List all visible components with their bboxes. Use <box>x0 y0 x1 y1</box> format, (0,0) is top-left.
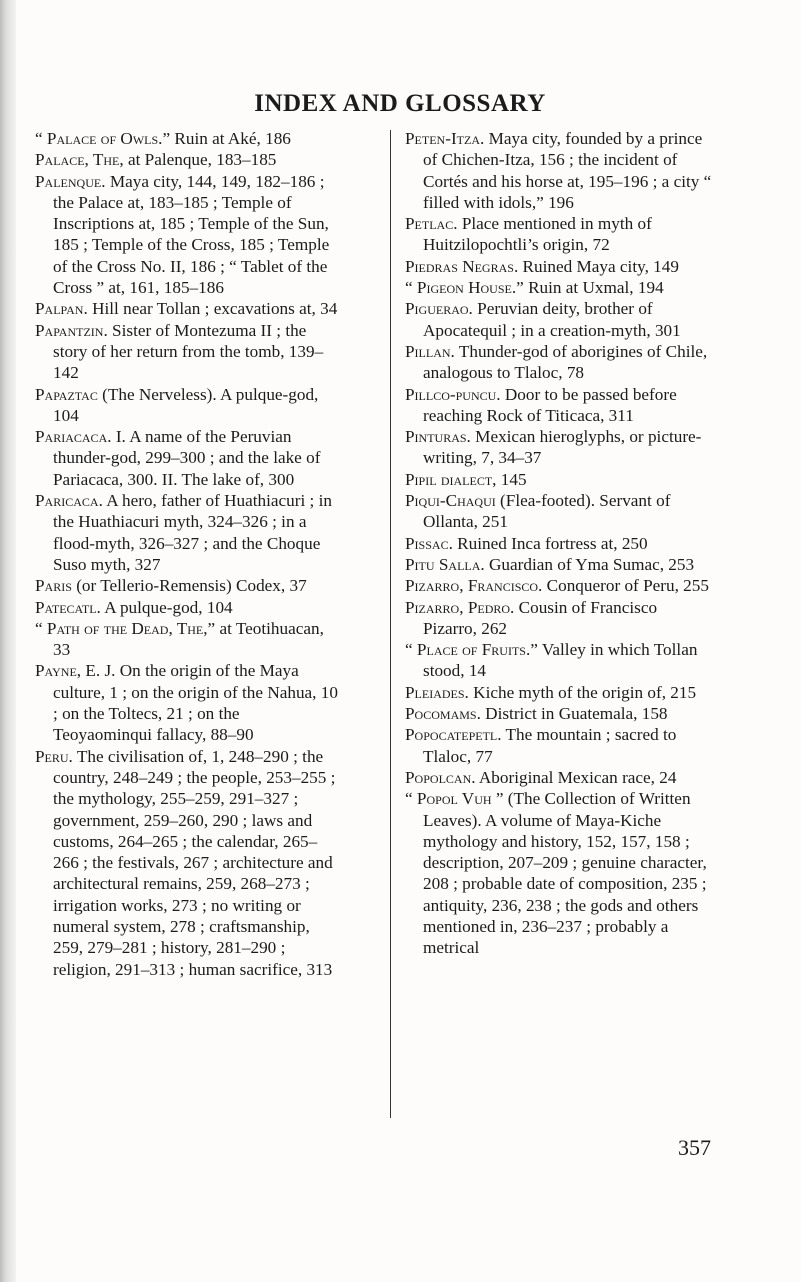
index-entry-text: Ruined Inca fortress at, 250 <box>452 533 648 553</box>
index-entry <box>405 724 712 767</box>
index-entry-text: Ruin at Aké, 186 <box>170 129 291 148</box>
index-entry-text: Conqueror of Peru, 255 <box>542 576 709 596</box>
index-entry-text: (The Nerveless). A pulque-god, 104 <box>53 384 319 425</box>
index-entry <box>405 767 712 788</box>
index-headword: “ Place of Fruits.” <box>405 640 538 660</box>
index-entry <box>405 490 712 533</box>
index-entry <box>405 597 712 640</box>
index-entry <box>35 490 342 575</box>
index-headword: Piguerao. <box>405 299 473 319</box>
index-entry <box>405 575 712 596</box>
index-entry <box>35 384 342 427</box>
index-entry-text: Door to be passed before reaching Rock of Titicaca, 311 <box>423 384 677 425</box>
index-entry-text: I. A name of the Peruvian thunder-god, 299–300 ; and the lake of Pariacaca, 300. II. The lake of, 300 <box>53 427 321 489</box>
index-column-right <box>405 128 712 959</box>
index-entry-text: Sister of Montezuma II ; the story of her return from the tomb, 139–142 <box>53 320 324 383</box>
index-entry-text: Guardian of Yma Sumac, 253 <box>484 554 695 574</box>
index-entry <box>35 320 342 384</box>
index-entry <box>35 128 342 149</box>
index-entry <box>405 554 712 575</box>
index-headword: “ Popol Vuh ” <box>405 789 504 809</box>
index-entry-text: 145 <box>496 469 527 489</box>
index-entry <box>405 469 712 490</box>
book-gutter-shadow <box>0 0 16 1282</box>
index-entry <box>405 533 712 554</box>
index-headword: Pizarro, Francisco. <box>405 576 543 596</box>
index-entry <box>405 426 712 469</box>
index-entry <box>35 426 342 490</box>
index-headword: Pillan. <box>405 341 455 361</box>
index-entry <box>35 149 342 170</box>
index-entry-text: Peruvian deity, brother of Apocatequil ; in a creation-myth, 301 <box>423 299 681 340</box>
index-entry-text: Aboriginal Mexican race, 24 <box>475 767 677 787</box>
index-headword: Paricaca. <box>35 491 103 511</box>
index-entry <box>405 256 712 277</box>
index-headword: Pariacaca. <box>35 427 112 447</box>
index-entry-text: Kiche myth of the origin of, 215 <box>468 682 697 702</box>
index-entry-text: at Palenque, 183–185 <box>123 150 277 170</box>
index-headword: Paris <box>35 576 72 596</box>
index-headword: “ Pigeon House.” <box>405 278 524 298</box>
index-headword: “ Palace of Owls.” <box>35 129 171 148</box>
index-entry <box>35 298 342 319</box>
index-entry-text: (or Tellerio-Remensis) Codex, 37 <box>71 576 307 596</box>
index-headword: Pipil dialect, <box>405 469 497 489</box>
index-headword: Piqui-Chaqui <box>405 491 496 511</box>
page-header: INDEX AND GLOSSARY <box>254 90 546 117</box>
index-headword: Palenque. <box>35 171 106 191</box>
index-entry-text: District in Guatemala, 158 <box>480 704 668 724</box>
index-entry <box>405 639 712 682</box>
index-headword: Peru. <box>35 746 73 766</box>
index-headword: Pleiades. <box>405 682 469 702</box>
index-headword: Papaztac <box>35 384 98 404</box>
index-entry-text: The mountain ; sacred to Tlaloc, 77 <box>423 725 677 766</box>
index-headword: “ Path of the Dead, The,” <box>35 618 216 638</box>
index-entry <box>405 298 712 341</box>
index-headword: Patecatl. <box>35 597 101 617</box>
index-entry-text: Ruin at Uxmal, 194 <box>523 278 664 298</box>
column-divider <box>390 130 391 1118</box>
index-headword: Pizarro, Pedro. <box>405 597 515 617</box>
index-entry <box>405 703 712 724</box>
index-entry <box>405 341 712 384</box>
index-headword: Papantzin. <box>35 320 108 340</box>
index-headword: Popocatepetl. <box>405 725 502 745</box>
index-headword: Pocomams. <box>405 704 481 724</box>
index-entry <box>35 618 342 661</box>
index-entry-text: Valley in which Tollan stood, 14 <box>423 640 698 681</box>
index-entry-text: at Teotihuacan, 33 <box>53 618 324 660</box>
index-entry <box>35 597 342 618</box>
index-headword: Peten-Itza. <box>405 129 485 148</box>
index-headword: Pillco-puncu. <box>405 384 501 404</box>
index-headword: Palace, The, <box>35 150 124 170</box>
index-entry <box>405 384 712 427</box>
index-entry <box>35 660 342 745</box>
index-entry-text: A pulque-god, 104 <box>100 597 233 617</box>
index-entry-text: Cousin of Francisco Pizarro, 262 <box>423 597 658 638</box>
index-headword: Popolcan. <box>405 767 476 787</box>
index-entry <box>35 746 342 980</box>
index-entry-text: Place mentioned in myth of Huitzilopochtli’s origin, 72 <box>423 214 652 255</box>
index-entry-text: A hero, father of Huathiacuri ; in the Huathiacuri myth, 324–326 ; in a flood-myth, 326–327 ; and the Choque Suso myth, 327 <box>53 491 332 574</box>
index-entry <box>405 277 712 298</box>
index-headword: Pissac. <box>405 533 453 553</box>
index-headword: Piedras Negras. <box>405 256 519 276</box>
index-entry <box>35 171 342 299</box>
index-entry-text: Hill near Tollan ; excavations at, 34 <box>87 299 338 319</box>
index-entry-text: On the origin of the Maya culture, 1 ; on the origin of the Nahua, 10 ; on the Toltecs, 21 ; on the Teoyaominqui fallacy, 88–90 <box>53 661 338 745</box>
index-entry-text: The civilisation of, 1, 248–290 ; the country, 248–249 ; the people, 253–255 ; the mythology, 255–259, 291–327 ; government, 259–260, 290 ; laws and customs, 264–265 ; the calendar, 265–266 ; the festivals, 267 ; architecture and architectural remains, 259, 268–273 ; irrigation works, 273 ; no writing or numeral system, 278 ; craftsmanship, 259, 279–281 ; history, 281–290 ; religion, 291–313 ; human sacrifice, 313 <box>53 746 336 979</box>
index-headword: Palpan. <box>35 299 88 319</box>
index-entry <box>405 788 712 958</box>
index-entry-text: (Flea-footed). Servant of Ollanta, 251 <box>423 491 671 532</box>
index-entry-text: Maya city, founded by a prince of Chichen-Itza, 156 ; the incident of Cortés and his horse at, 195–196 ; a city “ filled with idols,” 196 <box>423 129 712 212</box>
index-entry-text: Mexican hieroglyphs, or picture-writing, 7, 34–37 <box>423 427 702 468</box>
page-number: 357 <box>678 1135 711 1160</box>
index-entry <box>405 213 712 256</box>
index-entry <box>405 128 712 213</box>
index-entry-text: Maya city, 144, 149, 182–186 ; the Palace at, 183–185 ; Temple of Inscriptions at, 185 ; Temple of the Sun, 185 ; Temple of the Cross, 185 ; Temple of the Cross No. II, 186 ; “ Tablet of the Cross ” at, 161, 185–186 <box>53 171 330 298</box>
index-entry-text: Thunder-god of aborigines of Chile, analogous to Tlaloc, 78 <box>423 341 708 383</box>
index-entry <box>35 575 342 596</box>
index-entry-text: Ruined Maya city, 149 <box>518 256 679 276</box>
index-entry <box>405 682 712 703</box>
index-headword: Payne, E. J. <box>35 661 116 681</box>
index-entry-text: (The Collection of Written Leaves). A volume of Maya-Kiche mythology and history, 152, 157, 158 ; description, 207–209 ; genuine character, 208 ; probable date of composition, 235 ; antiquity, 236, 238 ; the gods and others mentioned in, 236–237 ; probably a metrical <box>423 789 707 958</box>
index-column-left <box>35 128 342 980</box>
index-headword: Pitu Salla. <box>405 554 485 574</box>
index-headword: Petlac. <box>405 214 458 234</box>
index-headword: Pinturas. <box>405 427 471 447</box>
